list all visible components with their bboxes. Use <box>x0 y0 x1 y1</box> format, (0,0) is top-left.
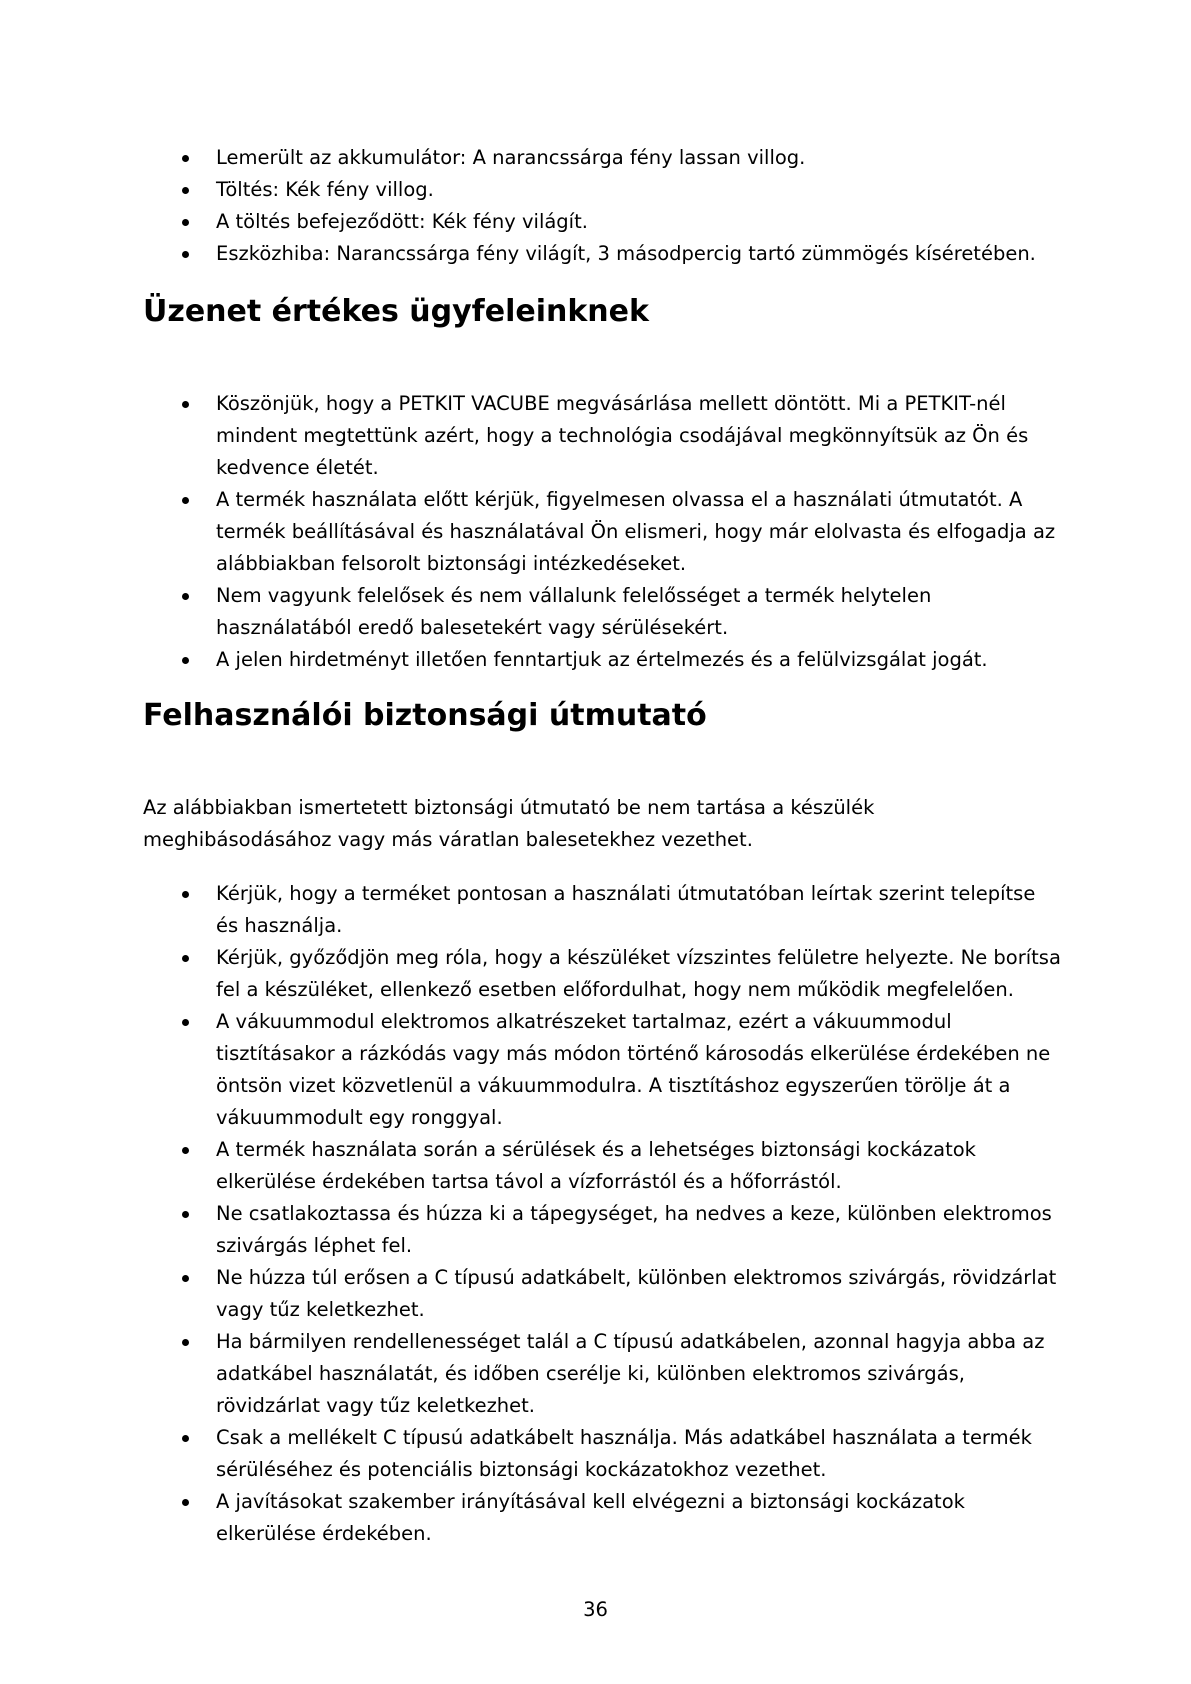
list-item: Ne húzza túl erősen a C típusú adatkábelt, különben elektromos szivárgás, rövidzárlat vagy tűz keletkezhet. <box>143 1262 1063 1326</box>
list-item: A javításokat szakember irányításával kell elvégezni a biztonsági kockázatok elkerülése érdekében. <box>143 1486 1063 1550</box>
message-list <box>143 388 1063 676</box>
list-item: Köszönjük, hogy a PETKIT VACUBE megvásárlása mellett döntött. Mi a PETKIT-nél mindent megtettünk azért, hogy a technológia csodájával megkönnyítsük az Ön és kedvence életét. <box>143 388 1063 484</box>
list-item: A vákuummodul elektromos alkatrészeket tartalmaz, ezért a vákuummodul tisztításakor a rázkódás vagy más módon történő károsodás elkerülése érdekében ne öntsön vizet közvetlenül a vákuummodulra. A tisztításhoz egyszerűen törölje át a vákuummodult egy ronggyal. <box>143 1006 1063 1134</box>
list-item: Lemerült az akkumulátor: A narancssárga fény lassan villog. <box>143 142 1063 174</box>
list-item: Kérjük, győződjön meg róla, hogy a készüléket vízszintes felületre helyezte. Ne borítsa fel a készüléket, ellenkező esetben előfordulhat, hogy nem működik megfelelően. <box>143 942 1063 1006</box>
list-item: A termék használata előtt kérjük, figyelmesen olvassa el a használati útmutatót. A termék beállításával és használatával Ön elismeri, hogy már elolvasta és elfogadja az alábbiakban felsorolt biztonsági intézkedéseket. <box>143 484 1063 580</box>
list-item: Eszközhiba: Narancssárga fény világít, 3 másodpercig tartó zümmögés kíséretében. <box>143 238 1063 270</box>
list-item: Csak a mellékelt C típusú adatkábelt használja. Más adatkábel használata a termék sérüléséhez és potenciális biztonsági kockázatokhoz vezethet. <box>143 1422 1063 1486</box>
list-item: Ne csatlakoztassa és húzza ki a tápegységet, ha nedves a keze, különben elektromos szivárgás léphet fel. <box>143 1198 1063 1262</box>
safety-list <box>143 878 1063 1550</box>
page-content <box>143 142 1063 1550</box>
status-light-list <box>143 142 1063 270</box>
list-item: Ha bármilyen rendellenességet talál a C típusú adatkábelen, azonnal hagyja abba az adatkábel használatát, és időben cserélje ki, különben elektromos szivárgás, rövidzárlat vagy tűz keletkezhet. <box>143 1326 1063 1422</box>
list-item: A jelen hirdetményt illetően fenntartjuk az értelmezés és a felülvizsgálat jogát. <box>143 644 1063 676</box>
list-item: A termék használata során a sérülések és a lehetséges biztonsági kockázatok elkerülése érdekében tartsa távol a vízforrástól és a hőforrástól. <box>143 1134 1063 1198</box>
list-item: Nem vagyunk felelősek és nem vállalunk felelősséget a termék helytelen használatából eredő balesetekért vagy sérülésekért. <box>143 580 1063 644</box>
list-item: A töltés befejeződött: Kék fény világít. <box>143 206 1063 238</box>
list-item: Kérjük, hogy a terméket pontosan a használati útmutatóban leírtak szerint telepítse és használja. <box>143 878 1063 942</box>
page-number: 36 <box>583 1598 608 1621</box>
section-heading-safety: Felhasználói biztonsági útmutató <box>143 698 707 733</box>
safety-intro-paragraph: Az alábbiakban ismertetett biztonsági útmutató be nem tartása a készülék meghibásodásához vagy más váratlan balesetekhez vezethet. <box>143 796 875 851</box>
list-item: Töltés: Kék fény villog. <box>143 174 1063 206</box>
section-heading-message: Üzenet értékes ügyfeleinknek <box>143 294 649 329</box>
